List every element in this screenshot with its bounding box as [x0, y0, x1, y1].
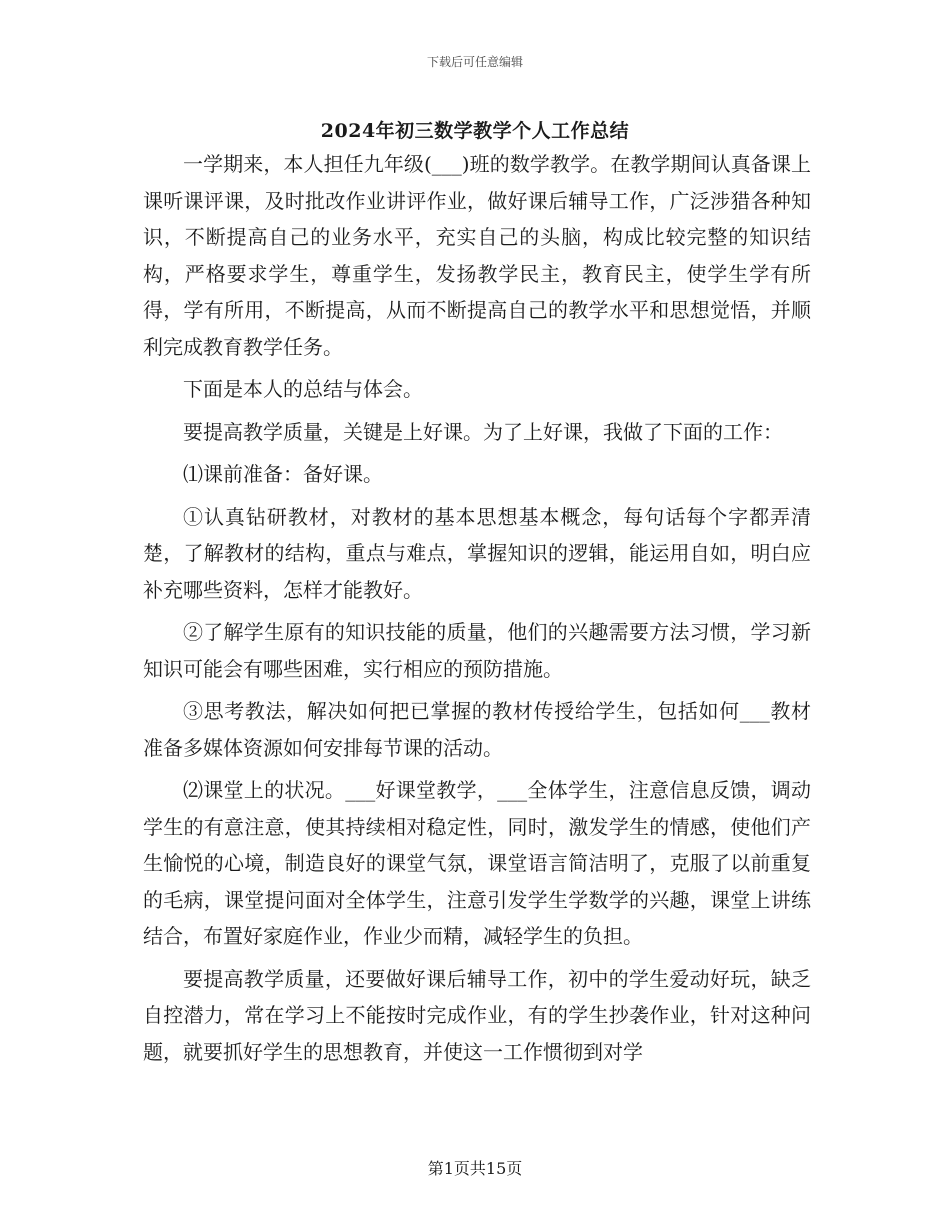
page-footer: 第1页共15页: [427, 1159, 523, 1178]
paragraph: 下面是本人的总结与体会。: [183, 377, 423, 401]
paragraph: ②了解学生原有的知识技能的质量，他们的兴趣需要方法习惯，学习新知识可能会有哪些困难，实行相应的预防措施。: [143, 620, 811, 681]
document-body: [143, 146, 811, 1076]
paragraph: 要提高教学质量，关键是上好课。为了上好课，我做了下面的工作：: [183, 419, 783, 444]
paragraph: 一学期来，本人担任九年级(___)班的数学教学。在教学期间认真备课上课听课评课，及时批改作业讲评作业，做好课后辅导工作，广泛涉猎各种知识，不断提高自己的业务水平，充实自己的头脑，构成比较完整的知识结构，严格要求学生，尊重学生，发扬教学民主，教育民主，使学生学有所得，学有所用，不断提高，从而不断提高自己的教学水平和思想觉悟，并顺利完成教育教学任务。: [143, 152, 811, 359]
paragraph: ⑵课堂上的状况。___好课堂教学，___全体学生，注意信息反馈，调动学生的有意注意，使其持续相对稳定性，同时，激发学生的情感，使他们产生愉悦的心境，制造良好的课堂气氛，课堂语言简洁明了，克服了以前重复的毛病，课堂提问面对全体学生，注意引发学生学数学的兴趣，课堂上讲练结合，布置好家庭作业，作业少而精，减轻学生的负担。: [143, 778, 811, 948]
header-note: 下载后可任意编辑: [426, 55, 523, 69]
document-title: 2024年初三数学教学个人工作总结: [320, 120, 630, 142]
paragraph: ③思考教法，解决如何把已掌握的教材传授给学生，包括如何___教材准备多媒体资源如何安排每节课的活动。: [143, 699, 811, 760]
paragraph: 要提高教学质量，还要做好课后辅导工作，初中的学生爱动好玩，缺乏自控潜力，常在学习上不能按时完成作业，有的学生抄袭作业，针对这种问题，就要抓好学生的思想教育，并使这一工作惯彻到对学: [143, 966, 811, 1064]
paragraph: ①认真钻研教材，对教材的基本思想基本概念，每句话每个字都弄清楚，了解教材的结构，重点与难点，掌握知识的逻辑，能运用自如，明白应补充哪些资料，怎样才能教好。: [143, 504, 811, 602]
paragraph: ⑴课前准备：备好课。: [183, 462, 383, 486]
